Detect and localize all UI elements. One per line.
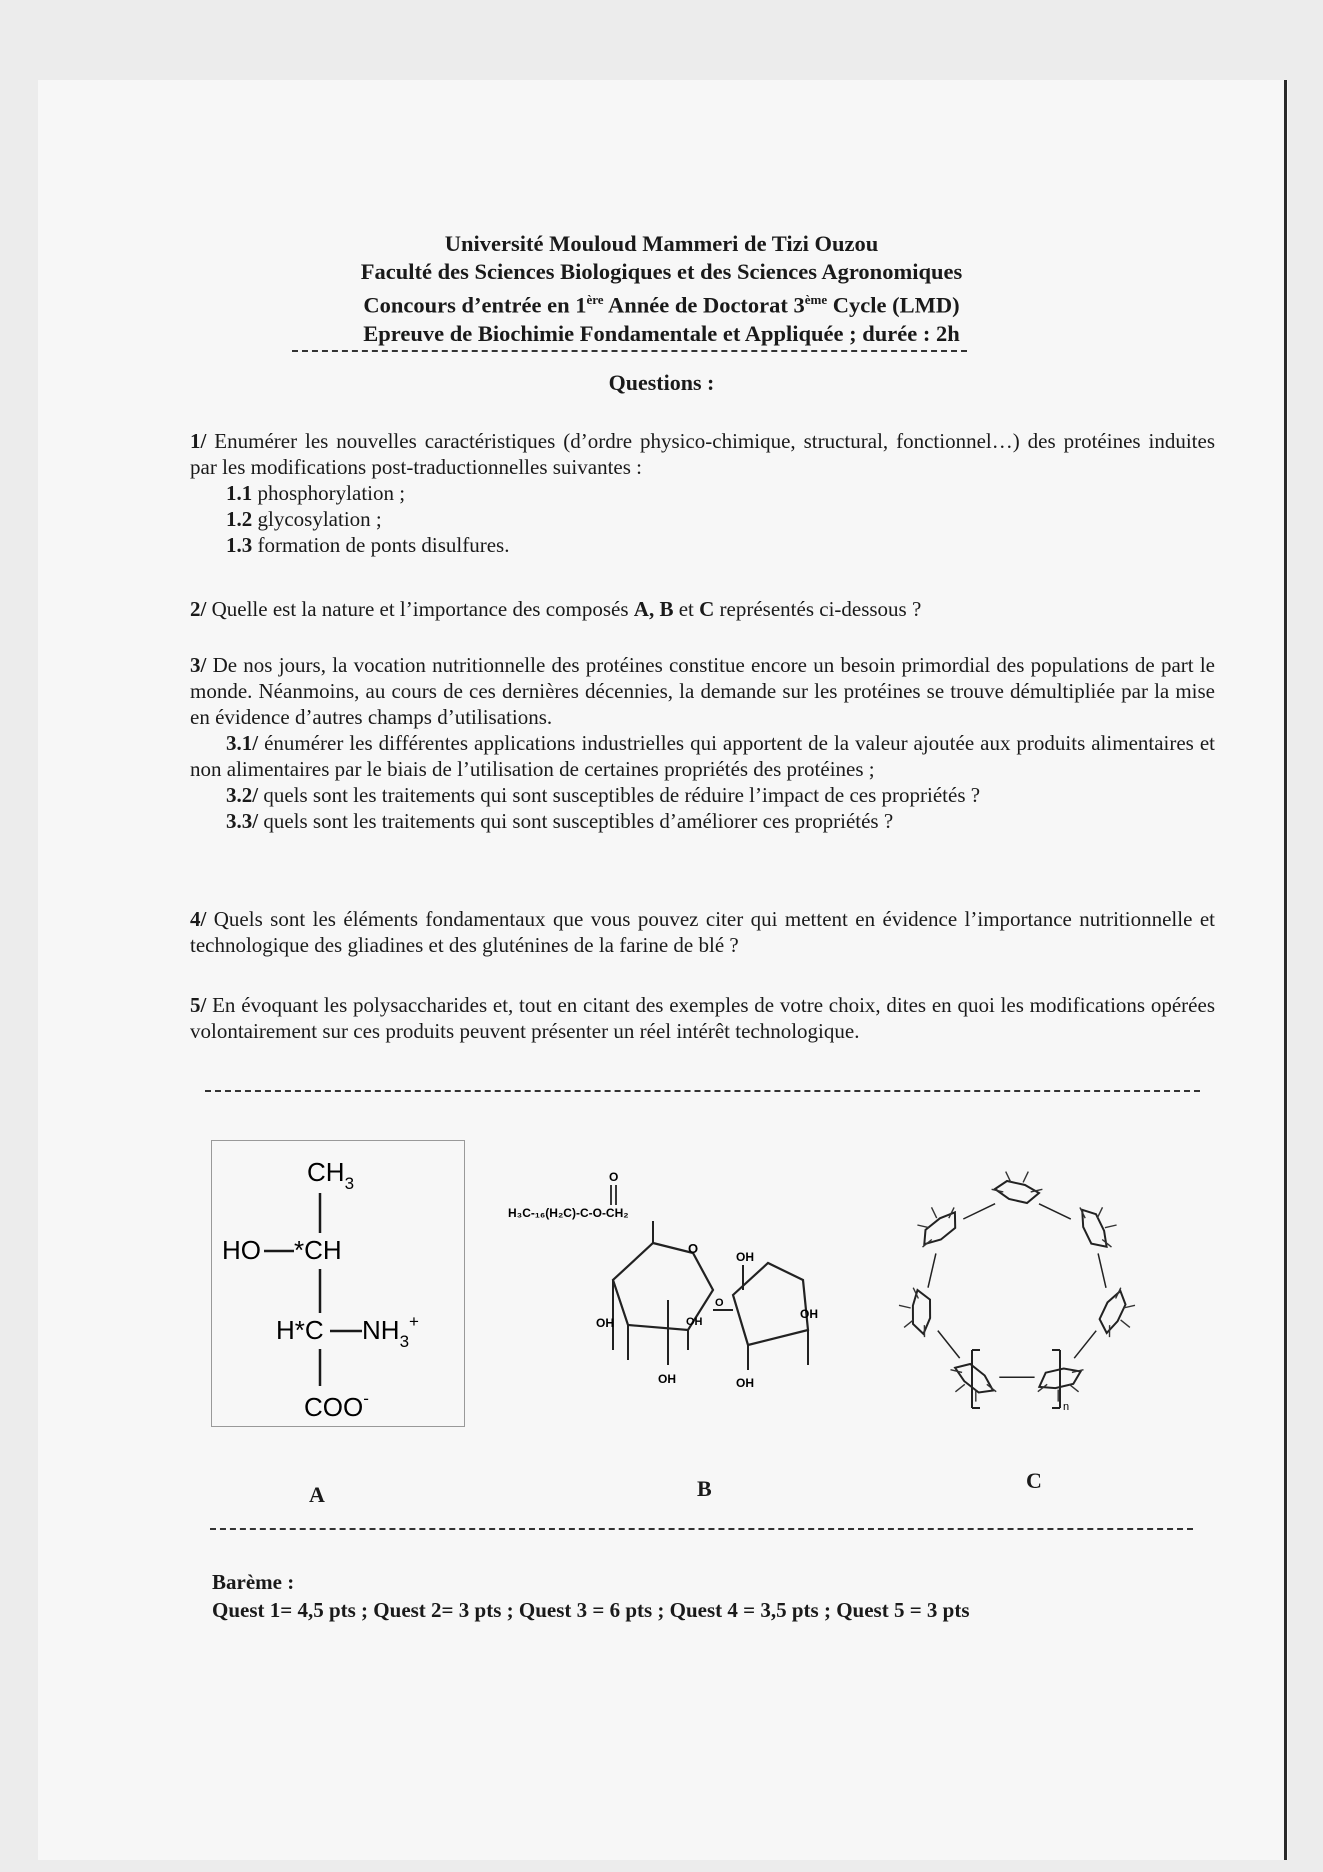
- hydroxyl-left: OH: [596, 1316, 614, 1330]
- ch3-group: $CH_3$: [307, 1157, 355, 1193]
- hydroxyl-mid: OH: [686, 1316, 703, 1328]
- bareme: [212, 1568, 970, 1624]
- item-3-1: [190, 730, 1215, 782]
- label-c: C: [1026, 1468, 1042, 1493]
- item-3-2: [190, 782, 1215, 808]
- item-3-3-text: quels sont les traitements qui sont susceptibles d’améliorer ces propriétés ?: [258, 809, 894, 833]
- item-1-1: [190, 480, 1215, 506]
- exam-subject: Epreuve de Biochimie Fondamentale et Appliquée ; durée : 2h: [363, 320, 960, 346]
- glucose-unit: [913, 1290, 930, 1334]
- structure-b: [508, 1165, 853, 1415]
- questions-title: Questions :: [608, 370, 715, 395]
- question-5-number: 5/: [190, 993, 207, 1017]
- substituent-bond: [1097, 1207, 1102, 1218]
- item-1-2-text: glycosylation ;: [252, 507, 382, 531]
- substituent-bond: [1069, 1384, 1078, 1392]
- bareme-title: Barème :: [212, 1570, 295, 1594]
- structure-a-box: [211, 1140, 465, 1427]
- nh3-group: $NH_3^+$: [362, 1312, 419, 1351]
- substituent-bond: [1105, 1225, 1117, 1228]
- item-1-1-text: phosphorylation ;: [252, 481, 406, 505]
- item-3-2-number: 3.2/: [226, 783, 259, 807]
- question-3-number: 3/: [190, 653, 207, 677]
- substituent-bond: [932, 1207, 937, 1218]
- fructose-ring: [733, 1263, 808, 1345]
- fatty-acid-chain: H₃C-₁₆(H₂C)-C-O-CH₂: [508, 1206, 629, 1220]
- question-2-compounds-ab: A, B: [633, 597, 674, 621]
- question-2-text-a: Quelle est la nature et l’importance des composés: [206, 597, 634, 621]
- item-1-3: [190, 532, 1215, 558]
- contest-title: [0, 286, 1323, 320]
- item-1-2-number: 1.2: [226, 507, 253, 531]
- glucose-unit: [1082, 1210, 1106, 1247]
- question-2: [190, 596, 1215, 622]
- glucose-ring-oxygen: O: [688, 1241, 699, 1256]
- question-3: [190, 652, 1215, 834]
- contest-title-c: Cycle (LMD): [827, 292, 960, 318]
- question-4-text: Quels sont les éléments fondamentaux que vous pouvez citer qui mettent en évidence l’importance nutritionnelle et technologique des gliadines et des gluténines de la farine de blé ?: [190, 907, 1215, 957]
- substituent-bond: [955, 1384, 964, 1392]
- threonine-structure: [212, 1141, 464, 1426]
- glycosidic-link: [938, 1331, 960, 1359]
- item-1-3-text: formation de ponts disulfures.: [252, 533, 510, 557]
- glycosidic-link: [963, 1204, 995, 1219]
- question-1-number: 1/: [190, 429, 207, 453]
- substituent-bond: [899, 1305, 911, 1308]
- ho-group: HO: [222, 1235, 261, 1265]
- hydroxyl-right: OH: [800, 1307, 818, 1321]
- question-2-number: 2/: [190, 597, 207, 621]
- contest-sup-1: ère: [586, 292, 604, 307]
- substituent-bond: [1116, 1288, 1121, 1299]
- glycosidic-link: [1098, 1253, 1106, 1287]
- coo-group: COO-: [304, 1389, 369, 1422]
- hydroxyl-bottom-2: OH: [736, 1376, 754, 1390]
- structure-c: [872, 1160, 1172, 1425]
- sucrose-ester-structure: [508, 1165, 853, 1415]
- question-3-text: De nos jours, la vocation nutritionnelle des protéines constitue encore un besoin primordial des populations de part le monde. Néanmoins, au cours de ces dernières décennies, la demande sur les protéines se trouve démultipliée par la mise en évidence d’autres champs d’utilisations.: [190, 653, 1215, 729]
- hydroxyl-top: OH: [736, 1250, 754, 1264]
- contest-title-a: Concours d’entrée en 1: [363, 292, 587, 318]
- item-3-1-text: énumérer les différentes applications industrielles qui apportent de la valeur ajoutée aux produits alimentaires et non alimentaires par le biais de l’utilisation de certaines propriétés des protéines ;: [190, 731, 1215, 781]
- glucose-unit: [1100, 1291, 1126, 1333]
- bareme-line: Quest 1= 4,5 pts ; Quest 2= 3 pts ; Quest 3 = 6 pts ; Quest 4 = 3,5 pts ; Quest 5 = 3 pts: [212, 1598, 970, 1622]
- substituent-bond: [1121, 1320, 1130, 1328]
- question-5: [190, 992, 1215, 1044]
- hydroxyl-bottom-1: OH: [658, 1372, 676, 1386]
- question-1-text: Enumérer les nouvelles caractéristiques (d’ordre physico-chimique, structural, fonctionnel…) des protéines induites par les modifications post-traductionnelles suivantes :: [190, 429, 1215, 479]
- question-4: [190, 906, 1215, 958]
- ch-group: *CH: [294, 1235, 342, 1265]
- item-1-1-number: 1.1: [226, 481, 253, 505]
- carbonyl-oxygen: O: [609, 1170, 619, 1184]
- university-name: Université Mouloud Mammeri de Tizi Ouzou: [444, 231, 879, 256]
- header-divider: [292, 350, 967, 352]
- question-4-number: 4/: [190, 907, 207, 931]
- exam-header: [0, 230, 1323, 348]
- question-1: [190, 428, 1215, 558]
- label-a: A: [309, 1482, 325, 1507]
- question-2-text-c: représentés ci-dessous ?: [714, 597, 922, 621]
- hc-group: H*C: [276, 1315, 324, 1345]
- glycosidic-link: [1039, 1204, 1071, 1219]
- cyclodextrin-ring: [899, 1172, 1135, 1402]
- item-1-2: [190, 506, 1215, 532]
- questions-divider: [205, 1090, 1200, 1092]
- structures-divider: [210, 1528, 1193, 1530]
- faculty-name: Faculté des Sciences Biologiques et des Sciences Agronomiques: [360, 259, 963, 284]
- glycosidic-oxygen: O: [715, 1297, 724, 1309]
- substituent-bond: [917, 1225, 929, 1228]
- item-3-3-number: 3.3/: [226, 809, 259, 833]
- question-5-text: En évoquant les polysaccharides et, tout en citant des exemples de votre choix, dites en quoi les modifications opérées volontairement sur ces produits peuvent présenter un réel intérêt technologique.: [190, 993, 1215, 1043]
- item-3-1-number: 3.1/: [226, 731, 259, 755]
- substituent-bond: [1023, 1172, 1028, 1183]
- glycosidic-link: [1074, 1331, 1096, 1359]
- item-3-2-text: quels sont les traitements qui sont susceptibles de réduire l’impact de ces propriétés ?: [258, 783, 981, 807]
- repeat-n: n: [1063, 1401, 1070, 1413]
- question-2-compound-c: C: [699, 597, 715, 621]
- cyclodextrin-structure: [872, 1160, 1172, 1425]
- label-b: B: [697, 1476, 712, 1501]
- glycosidic-link: [928, 1253, 936, 1287]
- question-2-text-b: et: [673, 597, 700, 621]
- contest-title-b: Année de Doctorat 3: [603, 292, 805, 318]
- item-3-3: [190, 808, 1215, 834]
- item-1-3-number: 1.3: [226, 533, 253, 557]
- contest-sup-2: ème: [804, 292, 828, 307]
